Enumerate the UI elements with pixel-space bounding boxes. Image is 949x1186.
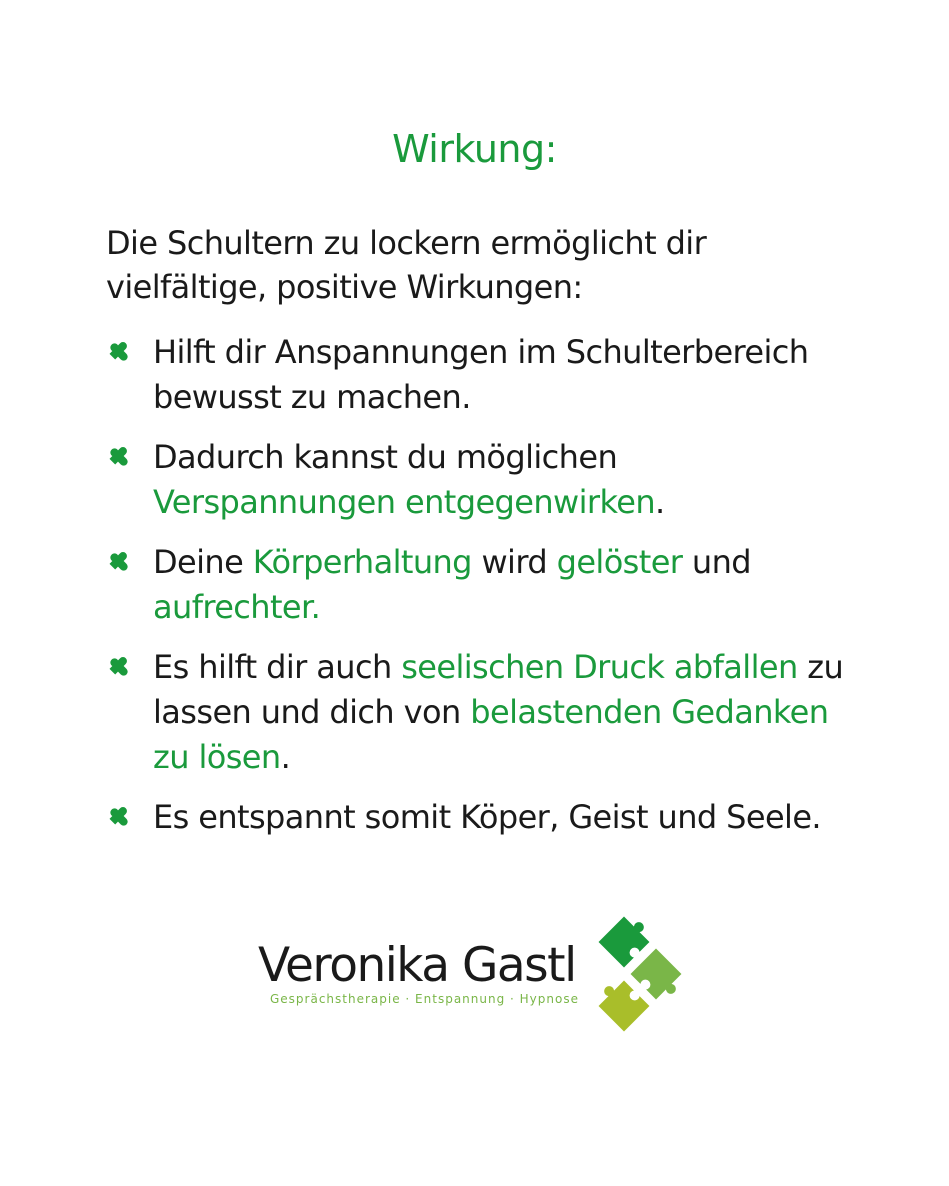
page-title: Wirkung: [392, 127, 557, 171]
highlighted-phrase: aufrechter. [153, 588, 321, 626]
bullet-text [153, 333, 808, 416]
list-item [106, 795, 866, 840]
puzzle-piece-icon [106, 804, 130, 828]
bullet-text [153, 438, 665, 521]
highlighted-phrase: Verspannungen entgegenwirken [153, 483, 655, 521]
text-segment: und [682, 543, 751, 581]
highlighted-phrase: gelöster [556, 543, 683, 581]
bullet-text [153, 798, 821, 836]
logo [258, 912, 690, 1042]
list-item [106, 540, 866, 630]
benefits-list [106, 330, 866, 855]
logo-name: Veronika Gastl [258, 938, 576, 993]
logo-tagline: Gesprächstherapie · Entspannung · Hypnose [270, 992, 579, 1006]
list-item [106, 435, 866, 525]
text-segment: Hilft dir Anspannungen im Schulterbereich bewusst zu machen. [153, 333, 809, 416]
text-segment: Dadurch kannst du möglichen [153, 438, 618, 476]
text-segment: wird [471, 543, 557, 581]
highlighted-phrase: belastenden Gedanken zu lösen [153, 693, 829, 776]
intro-text: Die Schultern zu lockern ermöglicht dir vielfältige, positive Wirkungen: [106, 224, 707, 306]
list-item [106, 645, 866, 780]
text-segment: Es entspannt somit Köper, Geist und Seele. [153, 798, 822, 836]
puzzle-piece-icon [106, 654, 130, 678]
puzzle-pieces-icon [594, 912, 690, 1042]
highlighted-phrase: seelischen Druck abfallen [401, 648, 798, 686]
text-segment: zu lassen und dich von [153, 648, 844, 731]
list-item [106, 330, 866, 420]
text-segment: Es hilft dir auch [153, 648, 402, 686]
text-segment: Deine [153, 543, 253, 581]
text-segment: . [280, 738, 291, 776]
highlighted-phrase: Körperhaltung [252, 543, 472, 581]
text-segment: . [655, 483, 665, 521]
puzzle-piece-icon [106, 444, 130, 468]
puzzle-piece-icon [106, 339, 130, 363]
puzzle-piece-icon [106, 549, 130, 573]
bullet-text [153, 648, 843, 776]
bullet-text [153, 543, 751, 626]
